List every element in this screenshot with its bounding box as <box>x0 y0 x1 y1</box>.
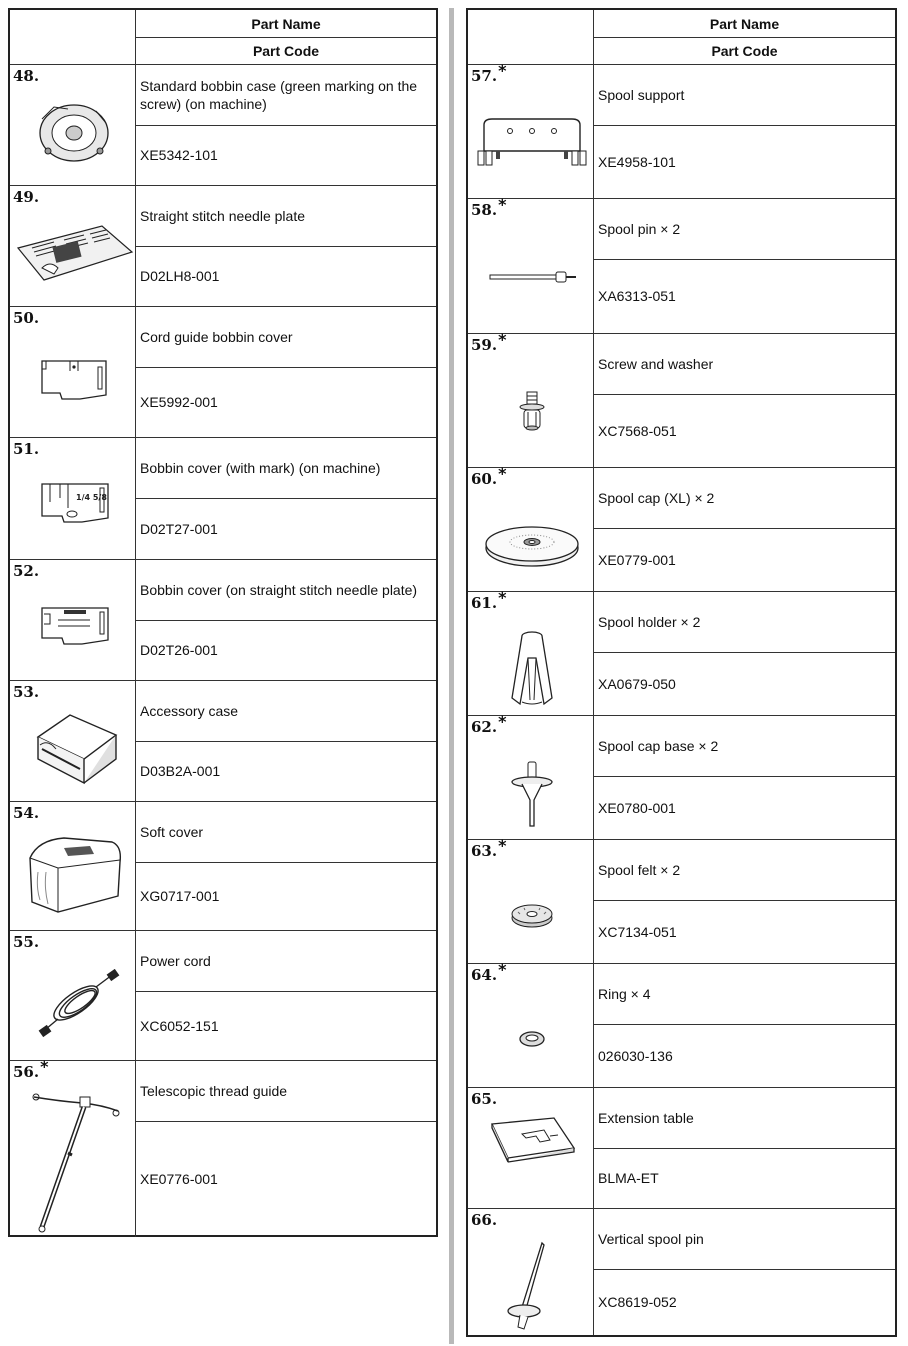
spool-felt-icon <box>510 902 554 930</box>
part-row-54 <box>10 801 436 930</box>
part-row-62 <box>468 712 895 839</box>
part-name: Spool pin × 2 <box>594 199 895 260</box>
part-row-59 <box>468 330 895 467</box>
part-number: 60.* <box>471 464 507 488</box>
part-code: XC8619-052 <box>598 1294 677 1310</box>
part-name: Vertical spool pin <box>594 1209 895 1270</box>
part-row-51 <box>10 437 436 559</box>
bobbin-cover-straight-icon <box>40 604 112 650</box>
part-code: XC7134-051 <box>598 923 677 940</box>
part-code: 026030-136 <box>598 1047 673 1064</box>
part-code: XE5992-001 <box>140 394 218 410</box>
ring-icon <box>518 1028 546 1048</box>
part-number: 65. <box>471 1090 498 1108</box>
spool-support-icon <box>476 115 588 167</box>
part-number: 50. <box>13 309 40 327</box>
accessory-case-icon <box>34 709 120 787</box>
part-row-50 <box>10 306 436 437</box>
parts-table-left <box>8 8 438 1237</box>
part-row-49 <box>10 185 436 306</box>
part-name: Telescopic thread guide <box>136 1061 436 1122</box>
part-row-53 <box>10 680 436 801</box>
part-number: 54. <box>13 804 40 822</box>
part-number: 66. <box>471 1211 498 1229</box>
part-number: 63.* <box>471 836 507 860</box>
part-name: Spool support <box>594 65 895 126</box>
spool-cap-base-icon <box>508 760 556 830</box>
part-name: Spool cap base × 2 <box>594 716 895 777</box>
part-row-56 <box>10 1057 436 1237</box>
part-name: Standard bobbin case (green marking on the screw) (on machine) <box>136 65 436 126</box>
part-code: XA0679-050 <box>598 675 676 692</box>
vertical-spool-pin-icon <box>504 1239 560 1331</box>
spool-holder-icon <box>508 628 556 708</box>
cord-guide-cover-icon <box>40 357 110 403</box>
bobbin-case-icon <box>34 99 114 165</box>
header-part-name: Part Name <box>136 10 436 38</box>
part-number: 49. <box>13 188 40 206</box>
spool-cap-icon <box>484 524 580 568</box>
part-number: 52. <box>13 562 40 580</box>
parts-table-right <box>466 8 897 1337</box>
part-name: Ring × 4 <box>594 964 895 1025</box>
spool-pin-icon <box>488 269 578 285</box>
part-code: XE0776-001 <box>140 1171 218 1187</box>
part-name: Soft cover <box>136 802 436 863</box>
part-number: 58.* <box>471 195 507 219</box>
part-code: XA6313-051 <box>598 288 676 304</box>
table-header <box>10 10 436 64</box>
part-row-65 <box>468 1087 895 1208</box>
part-row-61 <box>468 588 895 715</box>
part-row-60 <box>468 464 895 591</box>
part-row-57 <box>468 61 895 198</box>
part-number: 56.* <box>13 1057 49 1081</box>
part-name: Spool felt × 2 <box>594 840 895 901</box>
header-part-name: Part Name <box>594 10 895 38</box>
part-code: D03B2A-001 <box>140 763 221 779</box>
part-row-52 <box>10 559 436 680</box>
part-number: 48. <box>13 67 40 85</box>
part-code: D02LH8-001 <box>140 268 220 284</box>
power-cord-icon <box>36 969 120 1039</box>
column-divider <box>449 8 454 1344</box>
header-part-code: Part Code <box>252 42 320 59</box>
part-row-66 <box>468 1208 895 1335</box>
part-code: XC6052-151 <box>140 1017 219 1034</box>
part-name: Cord guide bobbin cover <box>136 307 436 368</box>
part-name: Power cord <box>136 931 436 992</box>
part-row-48 <box>10 64 436 185</box>
part-number: 61.* <box>471 588 507 612</box>
part-code: XG0717-001 <box>140 888 220 904</box>
part-number: 62.* <box>471 712 507 736</box>
bobbin-cover-mark-icon <box>40 478 112 528</box>
part-row-58 <box>468 195 895 333</box>
part-code: BLMA-ET <box>598 1170 659 1186</box>
part-code: XE0779-001 <box>598 551 676 568</box>
header-part-code: Part Code <box>711 42 778 59</box>
part-number: 51. <box>13 440 40 458</box>
part-name: Straight stitch needle plate <box>136 186 436 247</box>
table-header <box>468 10 895 64</box>
part-number: 59.* <box>471 330 507 354</box>
part-name: Spool cap (XL) × 2 <box>594 468 895 529</box>
soft-cover-icon <box>24 832 124 916</box>
part-name: Spool holder × 2 <box>594 592 895 653</box>
part-code: XC7568-051 <box>598 422 677 439</box>
extension-table-icon <box>488 1116 576 1172</box>
part-code: XE0780-001 <box>598 799 676 816</box>
part-code: XE4958-101 <box>598 153 676 170</box>
part-number: 57.* <box>471 61 507 85</box>
part-code: XE5342-101 <box>140 147 218 163</box>
part-row-55 <box>10 930 436 1060</box>
needle-plate-icon <box>14 222 134 282</box>
part-code: D02T27-001 <box>140 520 218 537</box>
part-name: Extension table <box>594 1088 895 1149</box>
part-name: Bobbin cover (with mark) (on machine) <box>136 438 436 499</box>
part-code: D02T26-001 <box>140 642 218 658</box>
cover-mark-text: 1/4 5/8 <box>76 493 107 502</box>
thread-guide-icon <box>28 1087 124 1237</box>
part-row-63 <box>468 836 895 963</box>
part-row-64 <box>468 960 895 1087</box>
part-number: 53. <box>13 683 40 701</box>
part-name: Bobbin cover (on straight stitch needle plate) <box>136 560 436 621</box>
part-name: Accessory case <box>136 681 436 742</box>
part-number: 64.* <box>471 960 507 984</box>
screw-washer-icon <box>518 390 546 434</box>
part-name: Screw and washer <box>594 334 895 395</box>
part-number: 55. <box>13 933 40 951</box>
